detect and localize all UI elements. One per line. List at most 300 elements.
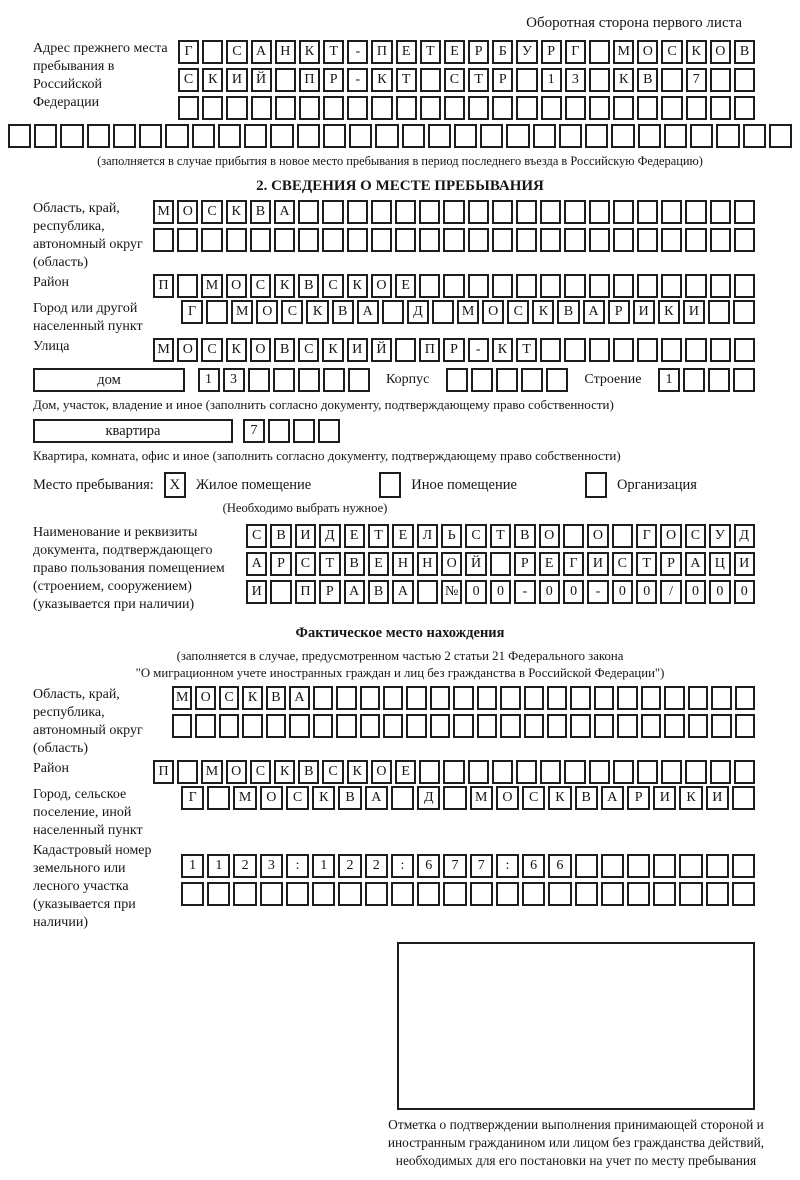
char-cell[interactable]: Т <box>490 524 511 548</box>
char-cell[interactable] <box>627 854 650 878</box>
char-cell[interactable] <box>297 124 320 148</box>
char-cell[interactable] <box>273 368 295 392</box>
char-cell[interactable] <box>613 228 634 252</box>
char-cell[interactable] <box>734 228 755 252</box>
char-cell[interactable] <box>419 228 440 252</box>
char-cell[interactable]: К <box>613 68 634 92</box>
char-cell[interactable] <box>733 300 755 324</box>
char-cell[interactable] <box>685 760 706 784</box>
char-cell[interactable] <box>347 96 368 120</box>
char-cell[interactable] <box>443 274 464 298</box>
char-cell[interactable]: 7 <box>443 854 466 878</box>
char-cell[interactable] <box>683 368 705 392</box>
char-cell[interactable] <box>420 68 441 92</box>
char-cell[interactable] <box>323 96 344 120</box>
char-cell[interactable]: С <box>286 786 309 810</box>
char-cell[interactable]: К <box>242 686 262 710</box>
char-cell[interactable]: О <box>371 274 392 298</box>
char-cell[interactable] <box>540 274 561 298</box>
char-cell[interactable] <box>627 882 650 906</box>
char-cell[interactable] <box>559 124 582 148</box>
char-cell[interactable] <box>716 124 739 148</box>
char-cell[interactable] <box>443 786 466 810</box>
char-cell[interactable]: Р <box>660 552 681 576</box>
char-cell[interactable] <box>274 228 295 252</box>
char-cell[interactable]: Т <box>468 68 489 92</box>
char-cell[interactable] <box>34 124 57 148</box>
char-cell[interactable]: С <box>444 68 465 92</box>
char-cell[interactable]: 1 <box>207 854 230 878</box>
char-cell[interactable] <box>477 686 497 710</box>
char-cell[interactable]: С <box>219 686 239 710</box>
char-cell[interactable]: Ь <box>441 524 462 548</box>
char-cell[interactable] <box>60 124 83 148</box>
char-cell[interactable] <box>139 124 162 148</box>
char-cell[interactable] <box>637 274 658 298</box>
char-cell[interactable] <box>589 40 610 64</box>
char-cell[interactable] <box>202 40 223 64</box>
char-cell[interactable] <box>248 368 270 392</box>
char-cell[interactable] <box>313 714 333 738</box>
char-cell[interactable]: С <box>226 40 247 64</box>
char-cell[interactable] <box>688 686 708 710</box>
char-cell[interactable]: О <box>587 524 608 548</box>
char-cell[interactable] <box>732 854 755 878</box>
char-cell[interactable]: В <box>368 580 389 604</box>
char-cell[interactable] <box>471 368 493 392</box>
char-cell[interactable]: 3 <box>223 368 245 392</box>
char-cell[interactable] <box>734 96 755 120</box>
char-cell[interactable]: М <box>231 300 253 324</box>
char-cell[interactable] <box>735 714 755 738</box>
char-cell[interactable]: С <box>250 274 271 298</box>
char-cell[interactable] <box>492 760 513 784</box>
char-cell[interactable] <box>500 686 520 710</box>
char-cell[interactable] <box>613 274 634 298</box>
char-cell[interactable] <box>516 96 537 120</box>
char-cell[interactable]: С <box>322 760 343 784</box>
char-cell[interactable]: 6 <box>522 854 545 878</box>
char-cell[interactable] <box>711 714 731 738</box>
char-cell[interactable] <box>734 338 755 362</box>
char-cell[interactable]: Е <box>395 274 416 298</box>
char-cell[interactable] <box>192 124 215 148</box>
checkbox-residential[interactable]: X <box>164 472 186 498</box>
char-cell[interactable]: Е <box>396 40 417 64</box>
char-cell[interactable]: : <box>391 854 414 878</box>
char-cell[interactable] <box>710 338 731 362</box>
char-cell[interactable]: 0 <box>465 580 486 604</box>
char-cell[interactable]: У <box>709 524 730 548</box>
char-cell[interactable] <box>564 200 585 224</box>
char-cell[interactable] <box>323 124 346 148</box>
char-cell[interactable]: А <box>274 200 295 224</box>
char-cell[interactable]: : <box>286 854 309 878</box>
char-cell[interactable]: П <box>299 68 320 92</box>
char-cell[interactable]: Р <box>514 552 535 576</box>
char-cell[interactable] <box>769 124 792 148</box>
char-cell[interactable] <box>195 714 215 738</box>
char-cell[interactable] <box>546 368 568 392</box>
char-cell[interactable] <box>679 854 702 878</box>
char-cell[interactable] <box>589 228 610 252</box>
char-cell[interactable]: У <box>516 40 537 64</box>
char-cell[interactable] <box>468 760 489 784</box>
char-cell[interactable] <box>492 96 513 120</box>
char-cell[interactable] <box>242 714 262 738</box>
char-cell[interactable] <box>664 124 687 148</box>
char-cell[interactable]: Д <box>417 786 440 810</box>
char-cell[interactable] <box>613 760 634 784</box>
char-cell[interactable]: И <box>653 786 676 810</box>
char-cell[interactable]: С <box>522 786 545 810</box>
char-cell[interactable]: - <box>587 580 608 604</box>
char-cell[interactable]: О <box>250 338 271 362</box>
char-cell[interactable] <box>506 124 529 148</box>
char-cell[interactable] <box>218 124 241 148</box>
char-cell[interactable]: М <box>233 786 256 810</box>
char-cell[interactable] <box>348 368 370 392</box>
char-cell[interactable]: О <box>539 524 560 548</box>
char-cell[interactable] <box>653 882 676 906</box>
char-cell[interactable] <box>492 200 513 224</box>
char-cell[interactable]: Й <box>465 552 486 576</box>
char-cell[interactable] <box>661 338 682 362</box>
char-cell[interactable]: Т <box>636 552 657 576</box>
char-cell[interactable] <box>735 686 755 710</box>
char-cell[interactable] <box>268 419 290 443</box>
char-cell[interactable]: А <box>344 580 365 604</box>
char-cell[interactable] <box>428 124 451 148</box>
char-cell[interactable] <box>541 96 562 120</box>
char-cell[interactable]: К <box>548 786 571 810</box>
char-cell[interactable]: Т <box>323 40 344 64</box>
char-cell[interactable] <box>564 228 585 252</box>
char-cell[interactable] <box>289 714 309 738</box>
char-cell[interactable]: М <box>153 338 174 362</box>
char-cell[interactable]: 0 <box>490 580 511 604</box>
char-cell[interactable] <box>540 228 561 252</box>
char-cell[interactable] <box>496 882 519 906</box>
char-cell[interactable]: 1 <box>312 854 335 878</box>
char-cell[interactable] <box>706 854 729 878</box>
char-cell[interactable]: 3 <box>260 854 283 878</box>
char-cell[interactable] <box>594 714 614 738</box>
char-cell[interactable]: О <box>637 40 658 64</box>
char-cell[interactable]: Е <box>444 40 465 64</box>
char-cell[interactable] <box>275 68 296 92</box>
char-cell[interactable]: 3 <box>565 68 586 92</box>
char-cell[interactable] <box>734 68 755 92</box>
char-cell[interactable]: Р <box>468 40 489 64</box>
char-cell[interactable] <box>432 300 454 324</box>
char-cell[interactable]: 0 <box>612 580 633 604</box>
char-cell[interactable] <box>298 228 319 252</box>
char-cell[interactable] <box>589 338 610 362</box>
char-cell[interactable] <box>322 228 343 252</box>
char-cell[interactable] <box>382 300 404 324</box>
char-cell[interactable] <box>443 200 464 224</box>
char-cell[interactable] <box>383 714 403 738</box>
char-cell[interactable] <box>360 714 380 738</box>
char-cell[interactable] <box>710 228 731 252</box>
char-cell[interactable] <box>419 200 440 224</box>
char-cell[interactable] <box>563 524 584 548</box>
char-cell[interactable] <box>349 124 372 148</box>
char-cell[interactable]: Т <box>516 338 537 362</box>
char-cell[interactable] <box>293 419 315 443</box>
char-cell[interactable]: И <box>587 552 608 576</box>
char-cell[interactable]: В <box>557 300 579 324</box>
checkbox-other-premises[interactable] <box>379 472 401 498</box>
char-cell[interactable] <box>613 338 634 362</box>
char-cell[interactable]: В <box>734 40 755 64</box>
char-cell[interactable] <box>113 124 136 148</box>
char-cell[interactable] <box>446 368 468 392</box>
char-cell[interactable]: С <box>507 300 529 324</box>
char-cell[interactable]: И <box>706 786 729 810</box>
char-cell[interactable] <box>613 200 634 224</box>
char-cell[interactable]: В <box>637 68 658 92</box>
char-cell[interactable] <box>743 124 766 148</box>
char-cell[interactable] <box>547 714 567 738</box>
char-cell[interactable]: И <box>246 580 267 604</box>
char-cell[interactable] <box>637 96 658 120</box>
char-cell[interactable]: - <box>347 40 368 64</box>
char-cell[interactable] <box>172 714 192 738</box>
char-cell[interactable]: Г <box>563 552 584 576</box>
char-cell[interactable]: К <box>322 338 343 362</box>
char-cell[interactable]: О <box>660 524 681 548</box>
char-cell[interactable] <box>710 68 731 92</box>
char-cell[interactable] <box>589 760 610 784</box>
char-cell[interactable] <box>521 368 543 392</box>
char-cell[interactable] <box>711 686 731 710</box>
char-cell[interactable]: С <box>465 524 486 548</box>
char-cell[interactable]: Е <box>392 524 413 548</box>
char-cell[interactable] <box>336 686 356 710</box>
char-cell[interactable] <box>275 96 296 120</box>
char-cell[interactable]: / <box>660 580 681 604</box>
char-cell[interactable] <box>206 300 228 324</box>
char-cell[interactable] <box>383 686 403 710</box>
char-cell[interactable] <box>589 96 610 120</box>
char-cell[interactable]: А <box>251 40 272 64</box>
char-cell[interactable]: С <box>322 274 343 298</box>
char-cell[interactable]: К <box>347 274 368 298</box>
char-cell[interactable] <box>516 760 537 784</box>
char-cell[interactable]: О <box>482 300 504 324</box>
char-cell[interactable]: П <box>153 760 174 784</box>
char-cell[interactable] <box>617 686 637 710</box>
char-cell[interactable]: Р <box>443 338 464 362</box>
char-cell[interactable]: И <box>683 300 705 324</box>
char-cell[interactable]: 7 <box>686 68 707 92</box>
char-cell[interactable] <box>266 714 286 738</box>
char-cell[interactable]: К <box>658 300 680 324</box>
char-cell[interactable] <box>706 882 729 906</box>
char-cell[interactable] <box>732 882 755 906</box>
char-cell[interactable]: М <box>201 274 222 298</box>
char-cell[interactable] <box>177 228 198 252</box>
char-cell[interactable] <box>323 368 345 392</box>
char-cell[interactable] <box>419 760 440 784</box>
char-cell[interactable] <box>207 786 230 810</box>
char-cell[interactable]: М <box>172 686 192 710</box>
char-cell[interactable] <box>177 760 198 784</box>
char-cell[interactable]: М <box>470 786 493 810</box>
char-cell[interactable]: В <box>344 552 365 576</box>
char-cell[interactable]: К <box>679 786 702 810</box>
char-cell[interactable]: О <box>177 200 198 224</box>
char-cell[interactable] <box>153 228 174 252</box>
char-cell[interactable] <box>516 274 537 298</box>
char-cell[interactable] <box>202 96 223 120</box>
char-cell[interactable]: К <box>202 68 223 92</box>
char-cell[interactable] <box>244 124 267 148</box>
char-cell[interactable] <box>396 96 417 120</box>
char-cell[interactable] <box>207 882 230 906</box>
char-cell[interactable]: Т <box>396 68 417 92</box>
char-cell[interactable]: Р <box>492 68 513 92</box>
apartment-type-box[interactable]: квартира <box>33 419 233 443</box>
char-cell[interactable] <box>686 96 707 120</box>
char-cell[interactable] <box>402 124 425 148</box>
char-cell[interactable]: П <box>371 40 392 64</box>
char-cell[interactable]: 7 <box>470 854 493 878</box>
char-cell[interactable] <box>540 338 561 362</box>
char-cell[interactable] <box>734 760 755 784</box>
char-cell[interactable] <box>365 882 388 906</box>
char-cell[interactable]: И <box>633 300 655 324</box>
char-cell[interactable]: С <box>281 300 303 324</box>
char-cell[interactable] <box>444 96 465 120</box>
char-cell[interactable]: А <box>583 300 605 324</box>
char-cell[interactable]: П <box>153 274 174 298</box>
char-cell[interactable] <box>710 274 731 298</box>
char-cell[interactable] <box>490 552 511 576</box>
char-cell[interactable]: С <box>201 338 222 362</box>
char-cell[interactable]: К <box>274 274 295 298</box>
char-cell[interactable] <box>708 300 730 324</box>
char-cell[interactable] <box>522 882 545 906</box>
char-cell[interactable] <box>710 760 731 784</box>
char-cell[interactable]: П <box>419 338 440 362</box>
char-cell[interactable]: К <box>299 40 320 64</box>
char-cell[interactable]: Р <box>608 300 630 324</box>
char-cell[interactable] <box>710 96 731 120</box>
char-cell[interactable] <box>570 686 590 710</box>
char-cell[interactable]: Д <box>319 524 340 548</box>
char-cell[interactable] <box>318 419 340 443</box>
char-cell[interactable]: О <box>710 40 731 64</box>
char-cell[interactable]: Г <box>181 786 204 810</box>
char-cell[interactable]: 0 <box>734 580 755 604</box>
char-cell[interactable] <box>601 882 624 906</box>
char-cell[interactable]: С <box>612 552 633 576</box>
char-cell[interactable] <box>219 714 239 738</box>
char-cell[interactable]: А <box>392 580 413 604</box>
char-cell[interactable]: М <box>613 40 634 64</box>
char-cell[interactable]: В <box>274 338 295 362</box>
char-cell[interactable] <box>688 714 708 738</box>
char-cell[interactable] <box>270 580 291 604</box>
char-cell[interactable]: Г <box>178 40 199 64</box>
char-cell[interactable] <box>470 882 493 906</box>
char-cell[interactable]: В <box>514 524 535 548</box>
char-cell[interactable] <box>734 200 755 224</box>
char-cell[interactable]: 1 <box>198 368 220 392</box>
char-cell[interactable] <box>661 228 682 252</box>
char-cell[interactable]: 2 <box>338 854 361 878</box>
char-cell[interactable]: И <box>347 338 368 362</box>
char-cell[interactable] <box>589 200 610 224</box>
char-cell[interactable] <box>664 714 684 738</box>
char-cell[interactable]: Г <box>636 524 657 548</box>
char-cell[interactable] <box>685 228 706 252</box>
char-cell[interactable]: И <box>734 552 755 576</box>
char-cell[interactable] <box>347 200 368 224</box>
char-cell[interactable] <box>565 96 586 120</box>
char-cell[interactable]: Р <box>319 580 340 604</box>
char-cell[interactable] <box>685 274 706 298</box>
char-cell[interactable]: 0 <box>709 580 730 604</box>
char-cell[interactable] <box>524 686 544 710</box>
char-cell[interactable]: В <box>575 786 598 810</box>
char-cell[interactable]: - <box>347 68 368 92</box>
char-cell[interactable] <box>575 882 598 906</box>
char-cell[interactable]: 1 <box>541 68 562 92</box>
char-cell[interactable]: № <box>441 580 462 604</box>
char-cell[interactable]: С <box>661 40 682 64</box>
char-cell[interactable] <box>477 714 497 738</box>
char-cell[interactable] <box>375 124 398 148</box>
char-cell[interactable]: О <box>256 300 278 324</box>
char-cell[interactable] <box>201 228 222 252</box>
char-cell[interactable]: 0 <box>539 580 560 604</box>
char-cell[interactable]: С <box>201 200 222 224</box>
char-cell[interactable] <box>685 200 706 224</box>
char-cell[interactable]: Н <box>417 552 438 576</box>
checkbox-organization[interactable] <box>585 472 607 498</box>
char-cell[interactable] <box>453 714 473 738</box>
char-cell[interactable]: - <box>468 338 489 362</box>
char-cell[interactable] <box>496 368 518 392</box>
char-cell[interactable] <box>637 200 658 224</box>
char-cell[interactable] <box>299 96 320 120</box>
char-cell[interactable] <box>564 760 585 784</box>
char-cell[interactable] <box>641 714 661 738</box>
char-cell[interactable] <box>468 274 489 298</box>
char-cell[interactable] <box>661 200 682 224</box>
char-cell[interactable]: М <box>153 200 174 224</box>
char-cell[interactable] <box>585 124 608 148</box>
char-cell[interactable] <box>417 882 440 906</box>
char-cell[interactable]: 6 <box>548 854 571 878</box>
char-cell[interactable]: И <box>295 524 316 548</box>
char-cell[interactable] <box>734 274 755 298</box>
char-cell[interactable] <box>391 786 414 810</box>
char-cell[interactable] <box>395 338 416 362</box>
char-cell[interactable] <box>178 96 199 120</box>
char-cell[interactable]: О <box>441 552 462 576</box>
char-cell[interactable] <box>612 524 633 548</box>
char-cell[interactable] <box>533 124 556 148</box>
char-cell[interactable]: - <box>514 580 535 604</box>
char-cell[interactable] <box>679 882 702 906</box>
char-cell[interactable] <box>87 124 110 148</box>
char-cell[interactable]: Т <box>420 40 441 64</box>
